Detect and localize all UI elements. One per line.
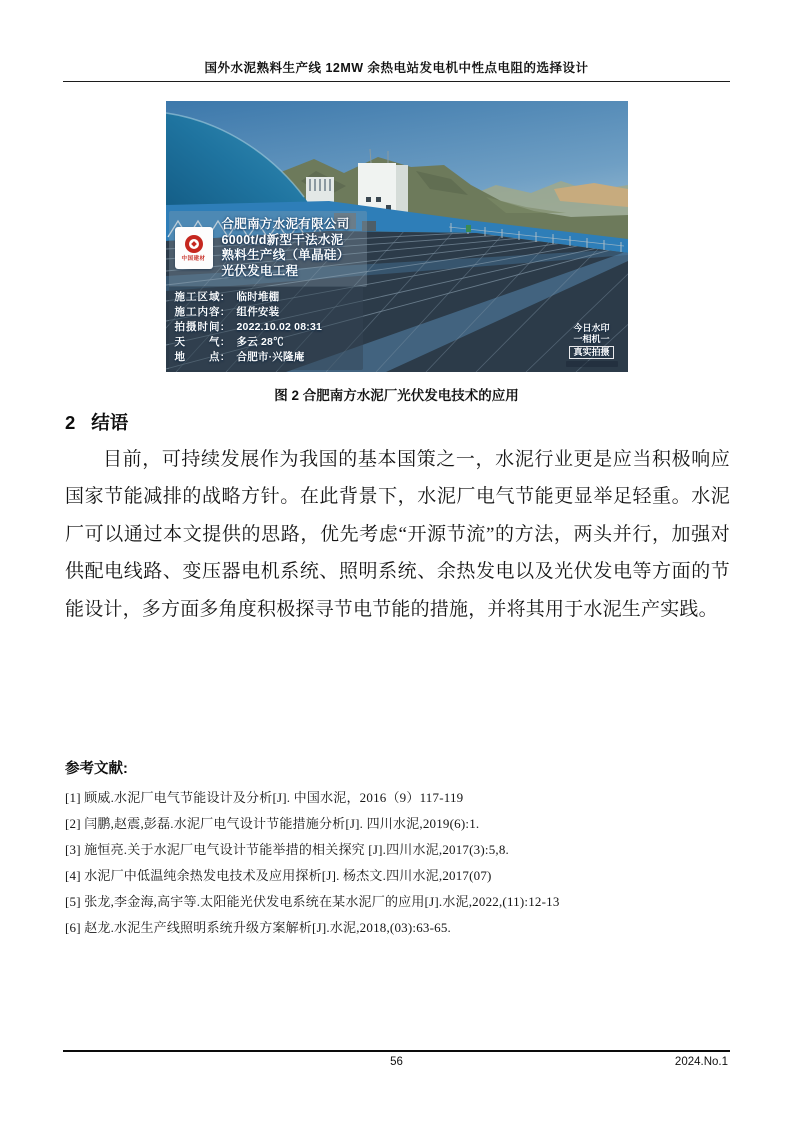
photo-info-row: 施工区域: 临时堆棚	[174, 291, 280, 303]
photo-title-line: 熟料生产线（单晶硅）	[221, 248, 350, 262]
photo-title-line: 光伏发电工程	[221, 263, 299, 278]
section-heading	[65, 409, 128, 435]
cnbm-logo-icon	[185, 235, 203, 253]
photo-info-row: 地 点: 合肥市·兴隆庵	[174, 351, 305, 363]
reference-item: [5] 张龙,李金海,高宇等.太阳能光伏发电系统在某水泥厂的应用[J].水泥,2022,(11):12-13	[65, 894, 560, 909]
page-footer	[63, 1050, 730, 1074]
figure-photovoltaic-photo	[0, 101, 793, 372]
photo-info-row: 天 气: 多云 28℃	[174, 336, 284, 348]
photo-info-row: 施工内容: 组件安装	[174, 306, 280, 318]
cnbm-logo-label: 中国建材	[181, 255, 206, 262]
figure-caption: 图 2 合肥南方水泥厂光伏发电技术的应用	[274, 388, 519, 403]
photo-title-line: 6000t/d新型干法水泥	[221, 232, 344, 247]
cnbm-logo	[175, 227, 213, 269]
reference-item: [4] 水泥厂中低温纯余热发电技术及应用探析[J]. 杨杰文.四川水泥,2017(07)	[65, 868, 492, 883]
reference-item: [3] 施恒亮.关于水泥厂电气设计节能举措的相关探究 [J].四川水泥,2017(3):5,8.	[65, 842, 509, 857]
conclusion-paragraph: 目前，可持续发展作为我国的基本国策之一，水泥行业更是应当积极响应国家节能减排的战略方针。在此背景下，水泥厂电气节能更显举足轻重。水泥厂可以通过本文提供的思路，优先考虑“开源节流”的方法，两头并行，加强对供配电线路、变压器电机系统、照明系统、余热发电以及光伏发电等方面的节能设计，多方面多角度积极探寻节电节能的措施，并将其用于水泥生产实践。	[65, 449, 730, 620]
page-number: 56	[390, 1056, 403, 1068]
section-title: 结语	[91, 412, 129, 433]
photo-title-line: 合肥南方水泥有限公司	[221, 217, 350, 231]
references-heading: 参考文献:	[65, 761, 128, 777]
photo-info-panel	[169, 286, 363, 370]
photo-info-row: 拍摄时间: 2022.10.02 08:31	[174, 321, 323, 333]
photo-project-title	[222, 217, 350, 279]
watermark-line: 真实拍摄	[569, 346, 613, 359]
watermark-codebar	[566, 361, 618, 367]
watermark-line: 一相机一	[573, 334, 610, 344]
journal-issue: 2024.No.1	[674, 1056, 728, 1068]
references-section	[65, 757, 741, 941]
page-header-title: 国外水泥熟料生产线 12MW 余热电站发电机中性点电阻的选择设计	[63, 58, 730, 82]
reference-item: [2] 闫鹏,赵震,彭磊.水泥厂电气设计节能措施分析[J]. 四川水泥,2019(6):1.	[65, 816, 480, 831]
photo-solar-roof	[166, 101, 628, 372]
reference-item: [6] 赵龙.水泥生产线照明系统升级方案解析[J].水泥,2018,(03):63-65.	[65, 920, 451, 935]
reference-item: [1] 顾威.水泥厂电气节能设计及分析[J]. 中国水泥，2016（9）117-119	[65, 790, 464, 805]
watermark-line: 今日水印	[573, 323, 610, 333]
camera-watermark	[566, 323, 618, 367]
section-number: 2	[65, 412, 76, 433]
